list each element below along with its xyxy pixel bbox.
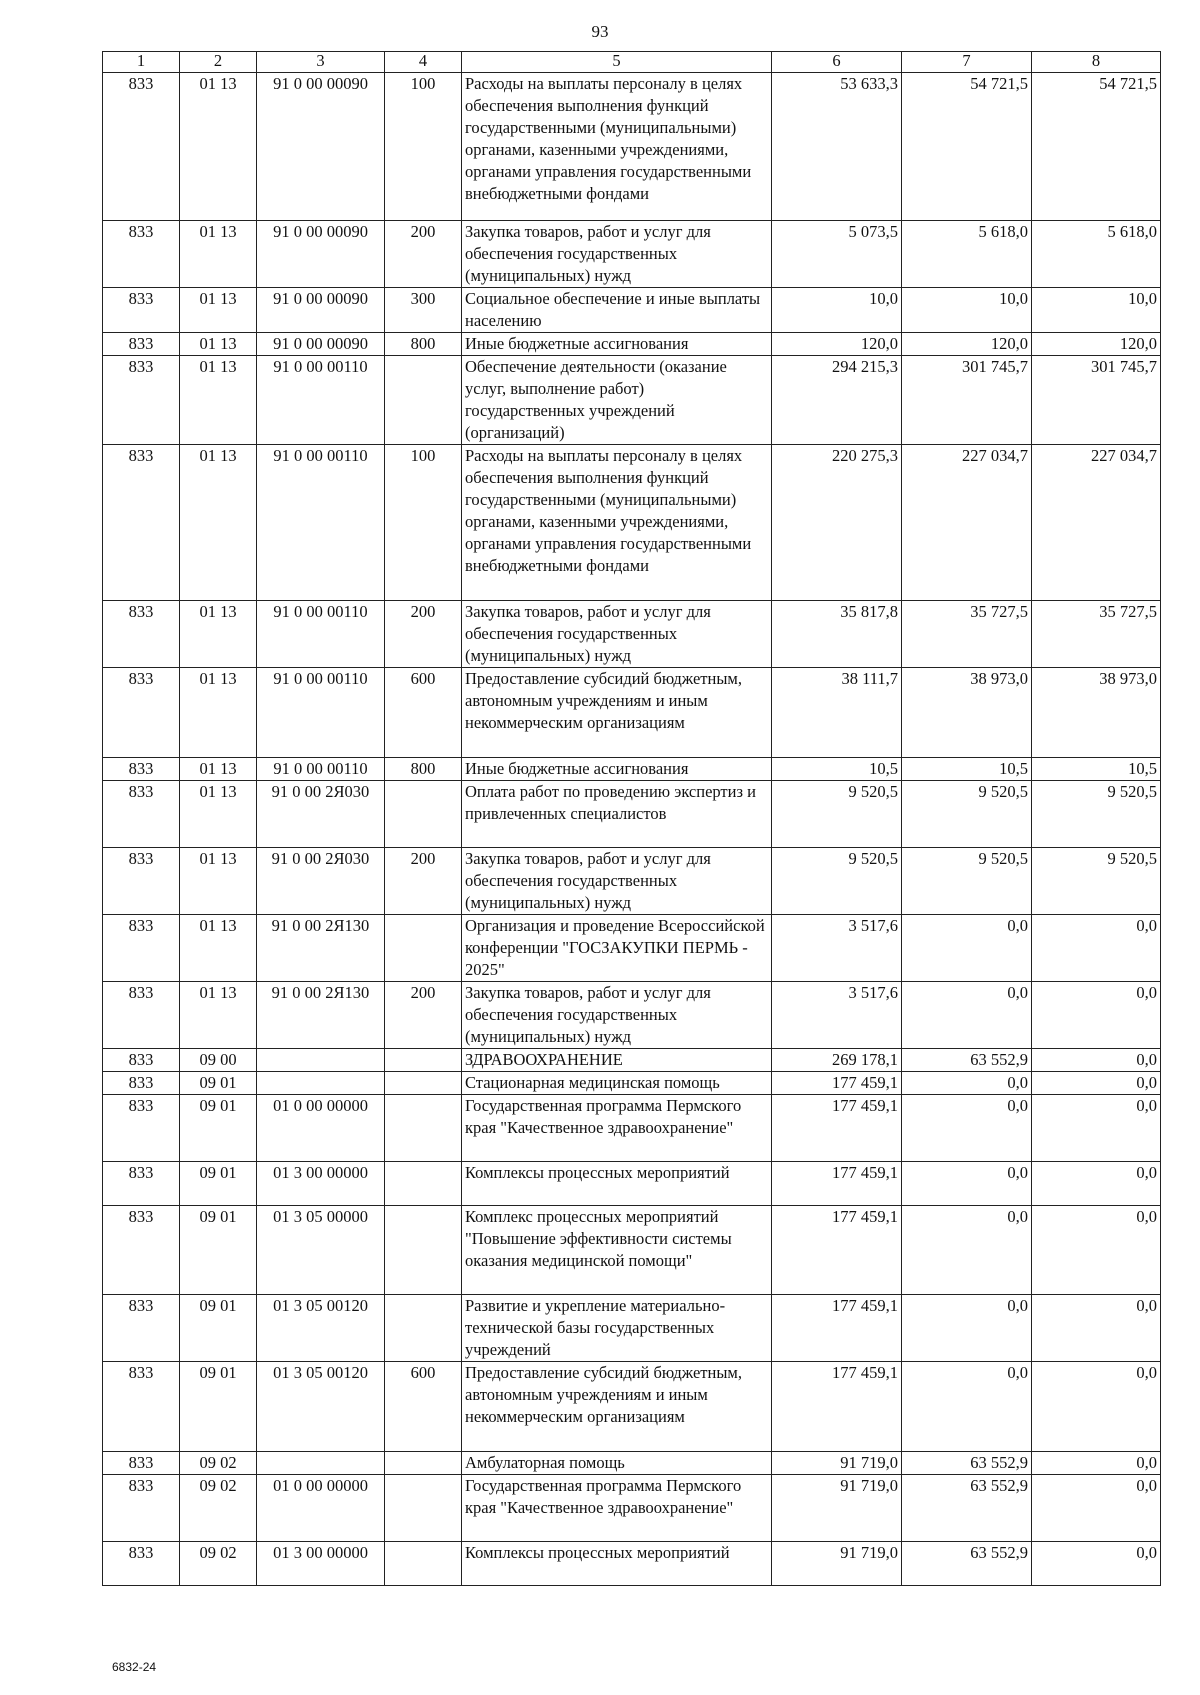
cell-expense-type: 200	[385, 982, 462, 1049]
cell-amount-2025: 10,0	[772, 288, 902, 333]
table-row	[103, 356, 1161, 445]
cell-grbs-code: 833	[103, 356, 180, 445]
cell-amount-2026: 0,0	[902, 1162, 1032, 1206]
cell-item-name: Оплата работ по проведению экспертиз и привлеченных специалистов	[462, 781, 772, 848]
cell-item-name: Иные бюджетные ассигнования	[462, 758, 772, 781]
cell-section-code: 09 01	[180, 1072, 257, 1095]
page-number: 93	[591, 22, 609, 41]
cell-grbs-code: 833	[103, 1072, 180, 1095]
cell-section-code: 01 13	[180, 601, 257, 668]
cell-target-article	[257, 1452, 385, 1475]
cell-amount-2026: 10,5	[902, 758, 1032, 781]
cell-section-code: 09 01	[180, 1162, 257, 1206]
cell-amount-2026: 0,0	[902, 1095, 1032, 1162]
cell-section-code: 01 13	[180, 333, 257, 356]
cell-amount-2025: 269 178,1	[772, 1049, 902, 1072]
cell-section-code: 01 13	[180, 848, 257, 915]
cell-expense-type: 800	[385, 758, 462, 781]
cell-expense-type	[385, 1542, 462, 1586]
cell-expense-type: 600	[385, 668, 462, 758]
table-row	[103, 982, 1161, 1049]
cell-section-code: 09 02	[180, 1542, 257, 1586]
cell-section-code: 01 13	[180, 781, 257, 848]
cell-expense-type: 200	[385, 848, 462, 915]
cell-grbs-code: 833	[103, 1475, 180, 1542]
cell-amount-2027: 0,0	[1032, 1362, 1161, 1452]
table-row	[103, 1049, 1161, 1072]
table-row	[103, 1542, 1161, 1586]
cell-expense-type	[385, 1206, 462, 1295]
header-col-6: 6	[772, 52, 902, 73]
table-row	[103, 781, 1161, 848]
cell-expense-type	[385, 1475, 462, 1542]
cell-grbs-code: 833	[103, 982, 180, 1049]
cell-item-name: Расходы на выплаты персоналу в целях обеспечения выполнения функций государственными (муниципальными) органами, казенными учреждениями, органами управления государственными внебюджетными фондами	[462, 73, 772, 221]
cell-amount-2027: 0,0	[1032, 1072, 1161, 1095]
cell-target-article: 91 0 00 00110	[257, 668, 385, 758]
cell-section-code: 09 02	[180, 1475, 257, 1542]
cell-amount-2025: 91 719,0	[772, 1475, 902, 1542]
cell-target-article	[257, 1072, 385, 1095]
cell-amount-2027: 0,0	[1032, 1475, 1161, 1542]
cell-amount-2025: 177 459,1	[772, 1162, 902, 1206]
cell-amount-2027: 10,0	[1032, 288, 1161, 333]
cell-amount-2026: 9 520,5	[902, 848, 1032, 915]
cell-item-name: Закупка товаров, работ и услуг для обеспечения государственных (муниципальных) нужд	[462, 982, 772, 1049]
cell-amount-2025: 220 275,3	[772, 445, 902, 601]
cell-grbs-code: 833	[103, 848, 180, 915]
cell-section-code: 09 01	[180, 1206, 257, 1295]
cell-target-article: 91 0 00 00110	[257, 356, 385, 445]
cell-item-name: Расходы на выплаты персоналу в целях обеспечения выполнения функций государственными (муниципальными) органами, казенными учреждениями, органами управления государственными внебюджетными фондами	[462, 445, 772, 601]
cell-target-article: 01 3 05 00000	[257, 1206, 385, 1295]
cell-target-article: 91 0 00 2Я130	[257, 915, 385, 982]
cell-item-name: Закупка товаров, работ и услуг для обеспечения государственных (муниципальных) нужд	[462, 848, 772, 915]
table-row	[103, 668, 1161, 758]
cell-target-article: 01 0 00 00000	[257, 1095, 385, 1162]
cell-amount-2026: 38 973,0	[902, 668, 1032, 758]
header-col-3: 3	[257, 52, 385, 73]
cell-expense-type: 100	[385, 445, 462, 601]
cell-section-code: 01 13	[180, 915, 257, 982]
cell-grbs-code: 833	[103, 781, 180, 848]
cell-amount-2025: 3 517,6	[772, 915, 902, 982]
cell-grbs-code: 833	[103, 1295, 180, 1362]
cell-expense-type	[385, 1295, 462, 1362]
cell-grbs-code: 833	[103, 1452, 180, 1475]
cell-amount-2026: 120,0	[902, 333, 1032, 356]
cell-grbs-code: 833	[103, 333, 180, 356]
cell-amount-2026: 0,0	[902, 1362, 1032, 1452]
cell-grbs-code: 833	[103, 445, 180, 601]
cell-section-code: 09 01	[180, 1362, 257, 1452]
cell-expense-type: 200	[385, 601, 462, 668]
cell-amount-2027: 0,0	[1032, 1162, 1161, 1206]
cell-item-name: Амбулаторная помощь	[462, 1452, 772, 1475]
cell-amount-2027: 0,0	[1032, 1206, 1161, 1295]
cell-amount-2025: 294 215,3	[772, 356, 902, 445]
cell-item-name: Развитие и укрепление материально-технической базы государственных учреждений	[462, 1295, 772, 1362]
cell-grbs-code: 833	[103, 1542, 180, 1586]
cell-amount-2026: 54 721,5	[902, 73, 1032, 221]
cell-grbs-code: 833	[103, 1362, 180, 1452]
cell-amount-2026: 10,0	[902, 288, 1032, 333]
table-row	[103, 1206, 1161, 1295]
table-row	[103, 1095, 1161, 1162]
header-col-2: 2	[180, 52, 257, 73]
cell-target-article: 91 0 00 2Я130	[257, 982, 385, 1049]
cell-amount-2027: 0,0	[1032, 1049, 1161, 1072]
cell-grbs-code: 833	[103, 668, 180, 758]
cell-amount-2025: 9 520,5	[772, 781, 902, 848]
cell-target-article: 91 0 00 00090	[257, 288, 385, 333]
cell-amount-2026: 301 745,7	[902, 356, 1032, 445]
cell-amount-2025: 5 073,5	[772, 221, 902, 288]
cell-amount-2026: 9 520,5	[902, 781, 1032, 848]
cell-target-article: 91 0 00 00110	[257, 601, 385, 668]
cell-amount-2025: 177 459,1	[772, 1206, 902, 1295]
cell-item-name: Комплексы процессных мероприятий	[462, 1162, 772, 1206]
cell-section-code: 09 00	[180, 1049, 257, 1072]
cell-amount-2027: 38 973,0	[1032, 668, 1161, 758]
cell-amount-2027: 301 745,7	[1032, 356, 1161, 445]
header-col-7: 7	[902, 52, 1032, 73]
cell-grbs-code: 833	[103, 758, 180, 781]
cell-amount-2025: 10,5	[772, 758, 902, 781]
cell-expense-type: 300	[385, 288, 462, 333]
cell-amount-2026: 0,0	[902, 1295, 1032, 1362]
cell-expense-type	[385, 1072, 462, 1095]
cell-target-article: 91 0 00 00090	[257, 221, 385, 288]
table-row	[103, 1362, 1161, 1452]
cell-amount-2026: 0,0	[902, 1206, 1032, 1295]
cell-item-name: Государственная программа Пермского края "Качественное здравоохранение"	[462, 1095, 772, 1162]
cell-expense-type: 200	[385, 221, 462, 288]
table-row	[103, 221, 1161, 288]
cell-grbs-code: 833	[103, 1162, 180, 1206]
cell-amount-2025: 177 459,1	[772, 1295, 902, 1362]
cell-expense-type	[385, 915, 462, 982]
header-col-8: 8	[1032, 52, 1161, 73]
cell-amount-2025: 177 459,1	[772, 1072, 902, 1095]
cell-target-article: 91 0 00 00090	[257, 73, 385, 221]
cell-item-name: Организация и проведение Всероссийской конференции "ГОСЗАКУПКИ ПЕРМЬ - 2025"	[462, 915, 772, 982]
cell-amount-2027: 35 727,5	[1032, 601, 1161, 668]
cell-amount-2027: 9 520,5	[1032, 848, 1161, 915]
table-row	[103, 445, 1161, 601]
cell-amount-2025: 3 517,6	[772, 982, 902, 1049]
table-header	[103, 52, 1161, 73]
cell-grbs-code: 833	[103, 1095, 180, 1162]
budget-table	[102, 51, 1161, 1586]
cell-item-name: Закупка товаров, работ и услуг для обеспечения государственных (муниципальных) нужд	[462, 601, 772, 668]
cell-section-code: 01 13	[180, 982, 257, 1049]
table-row	[103, 848, 1161, 915]
cell-item-name: Комплекс процессных мероприятий "Повышение эффективности системы оказания медицинской помощи"	[462, 1206, 772, 1295]
cell-section-code: 01 13	[180, 221, 257, 288]
cell-target-article: 91 0 00 2Я030	[257, 781, 385, 848]
table-row	[103, 915, 1161, 982]
cell-expense-type	[385, 781, 462, 848]
cell-item-name: Стационарная медицинская помощь	[462, 1072, 772, 1095]
cell-amount-2027: 0,0	[1032, 1542, 1161, 1586]
header-col-4: 4	[385, 52, 462, 73]
cell-grbs-code: 833	[103, 1049, 180, 1072]
cell-target-article: 01 0 00 00000	[257, 1475, 385, 1542]
cell-target-article: 91 0 00 00110	[257, 445, 385, 601]
cell-target-article: 91 0 00 00090	[257, 333, 385, 356]
cell-amount-2027: 5 618,0	[1032, 221, 1161, 288]
cell-amount-2025: 120,0	[772, 333, 902, 356]
cell-item-name: Закупка товаров, работ и услуг для обеспечения государственных (муниципальных) нужд	[462, 221, 772, 288]
cell-target-article: 91 0 00 00110	[257, 758, 385, 781]
cell-amount-2025: 9 520,5	[772, 848, 902, 915]
cell-amount-2025: 91 719,0	[772, 1452, 902, 1475]
cell-amount-2026: 63 552,9	[902, 1049, 1032, 1072]
cell-section-code: 09 02	[180, 1452, 257, 1475]
cell-expense-type	[385, 356, 462, 445]
cell-amount-2026: 0,0	[902, 915, 1032, 982]
cell-expense-type: 100	[385, 73, 462, 221]
cell-expense-type: 800	[385, 333, 462, 356]
table-row	[103, 1072, 1161, 1095]
cell-amount-2027: 0,0	[1032, 1295, 1161, 1362]
cell-amount-2025: 177 459,1	[772, 1095, 902, 1162]
cell-target-article: 01 3 05 00120	[257, 1362, 385, 1452]
cell-amount-2026: 0,0	[902, 1072, 1032, 1095]
table-row	[103, 758, 1161, 781]
cell-section-code: 01 13	[180, 356, 257, 445]
cell-target-article: 01 3 00 00000	[257, 1162, 385, 1206]
cell-expense-type: 600	[385, 1362, 462, 1452]
cell-amount-2026: 0,0	[902, 982, 1032, 1049]
table-row	[103, 1162, 1161, 1206]
cell-amount-2027: 120,0	[1032, 333, 1161, 356]
header-col-5: 5	[462, 52, 772, 73]
cell-amount-2027: 0,0	[1032, 915, 1161, 982]
cell-section-code: 09 01	[180, 1095, 257, 1162]
table-row	[103, 601, 1161, 668]
cell-grbs-code: 833	[103, 915, 180, 982]
cell-section-code: 01 13	[180, 758, 257, 781]
header-col-1: 1	[103, 52, 180, 73]
cell-amount-2025: 35 817,8	[772, 601, 902, 668]
cell-item-name: Комплексы процессных мероприятий	[462, 1542, 772, 1586]
cell-amount-2026: 63 552,9	[902, 1542, 1032, 1586]
cell-expense-type	[385, 1452, 462, 1475]
cell-section-code: 01 13	[180, 668, 257, 758]
cell-item-name: Предоставление субсидий бюджетным, автономным учреждениям и иным некоммерческим организациям	[462, 668, 772, 758]
cell-amount-2027: 0,0	[1032, 982, 1161, 1049]
cell-expense-type	[385, 1162, 462, 1206]
cell-item-name: Обеспечение деятельности (оказание услуг, выполнение работ) государственных учреждений (организаций)	[462, 356, 772, 445]
cell-grbs-code: 833	[103, 288, 180, 333]
cell-grbs-code: 833	[103, 221, 180, 288]
cell-amount-2025: 38 111,7	[772, 668, 902, 758]
cell-item-name: Иные бюджетные ассигнования	[462, 333, 772, 356]
document-code: 6832-24	[112, 1660, 157, 1674]
cell-target-article	[257, 1049, 385, 1072]
cell-item-name: Социальное обеспечение и иные выплаты населению	[462, 288, 772, 333]
cell-grbs-code: 833	[103, 601, 180, 668]
table-row	[103, 1295, 1161, 1362]
table-body	[103, 73, 1161, 1586]
cell-target-article: 01 3 05 00120	[257, 1295, 385, 1362]
cell-target-article: 91 0 00 2Я030	[257, 848, 385, 915]
cell-item-name: ЗДРАВООХРАНЕНИЕ	[462, 1049, 772, 1072]
cell-section-code: 09 01	[180, 1295, 257, 1362]
cell-section-code: 01 13	[180, 73, 257, 221]
cell-amount-2027: 10,5	[1032, 758, 1161, 781]
cell-target-article: 01 3 00 00000	[257, 1542, 385, 1586]
cell-amount-2027: 0,0	[1032, 1095, 1161, 1162]
cell-section-code: 01 13	[180, 288, 257, 333]
cell-section-code: 01 13	[180, 445, 257, 601]
cell-amount-2025: 53 633,3	[772, 73, 902, 221]
cell-grbs-code: 833	[103, 73, 180, 221]
cell-item-name: Предоставление субсидий бюджетным, автономным учреждениям и иным некоммерческим организациям	[462, 1362, 772, 1452]
table-row	[103, 1475, 1161, 1542]
cell-amount-2026: 35 727,5	[902, 601, 1032, 668]
table-row	[103, 1452, 1161, 1475]
table-row	[103, 73, 1161, 221]
cell-amount-2026: 63 552,9	[902, 1475, 1032, 1542]
cell-amount-2026: 227 034,7	[902, 445, 1032, 601]
table-row	[103, 288, 1161, 333]
cell-amount-2027: 0,0	[1032, 1452, 1161, 1475]
cell-item-name: Государственная программа Пермского края "Качественное здравоохранение"	[462, 1475, 772, 1542]
cell-grbs-code: 833	[103, 1206, 180, 1295]
cell-amount-2026: 5 618,0	[902, 221, 1032, 288]
cell-amount-2027: 54 721,5	[1032, 73, 1161, 221]
table-row	[103, 333, 1161, 356]
cell-expense-type	[385, 1095, 462, 1162]
cell-amount-2026: 63 552,9	[902, 1452, 1032, 1475]
cell-expense-type	[385, 1049, 462, 1072]
cell-amount-2025: 91 719,0	[772, 1542, 902, 1586]
cell-amount-2027: 9 520,5	[1032, 781, 1161, 848]
cell-amount-2025: 177 459,1	[772, 1362, 902, 1452]
cell-amount-2027: 227 034,7	[1032, 445, 1161, 601]
header-row	[103, 52, 1161, 73]
